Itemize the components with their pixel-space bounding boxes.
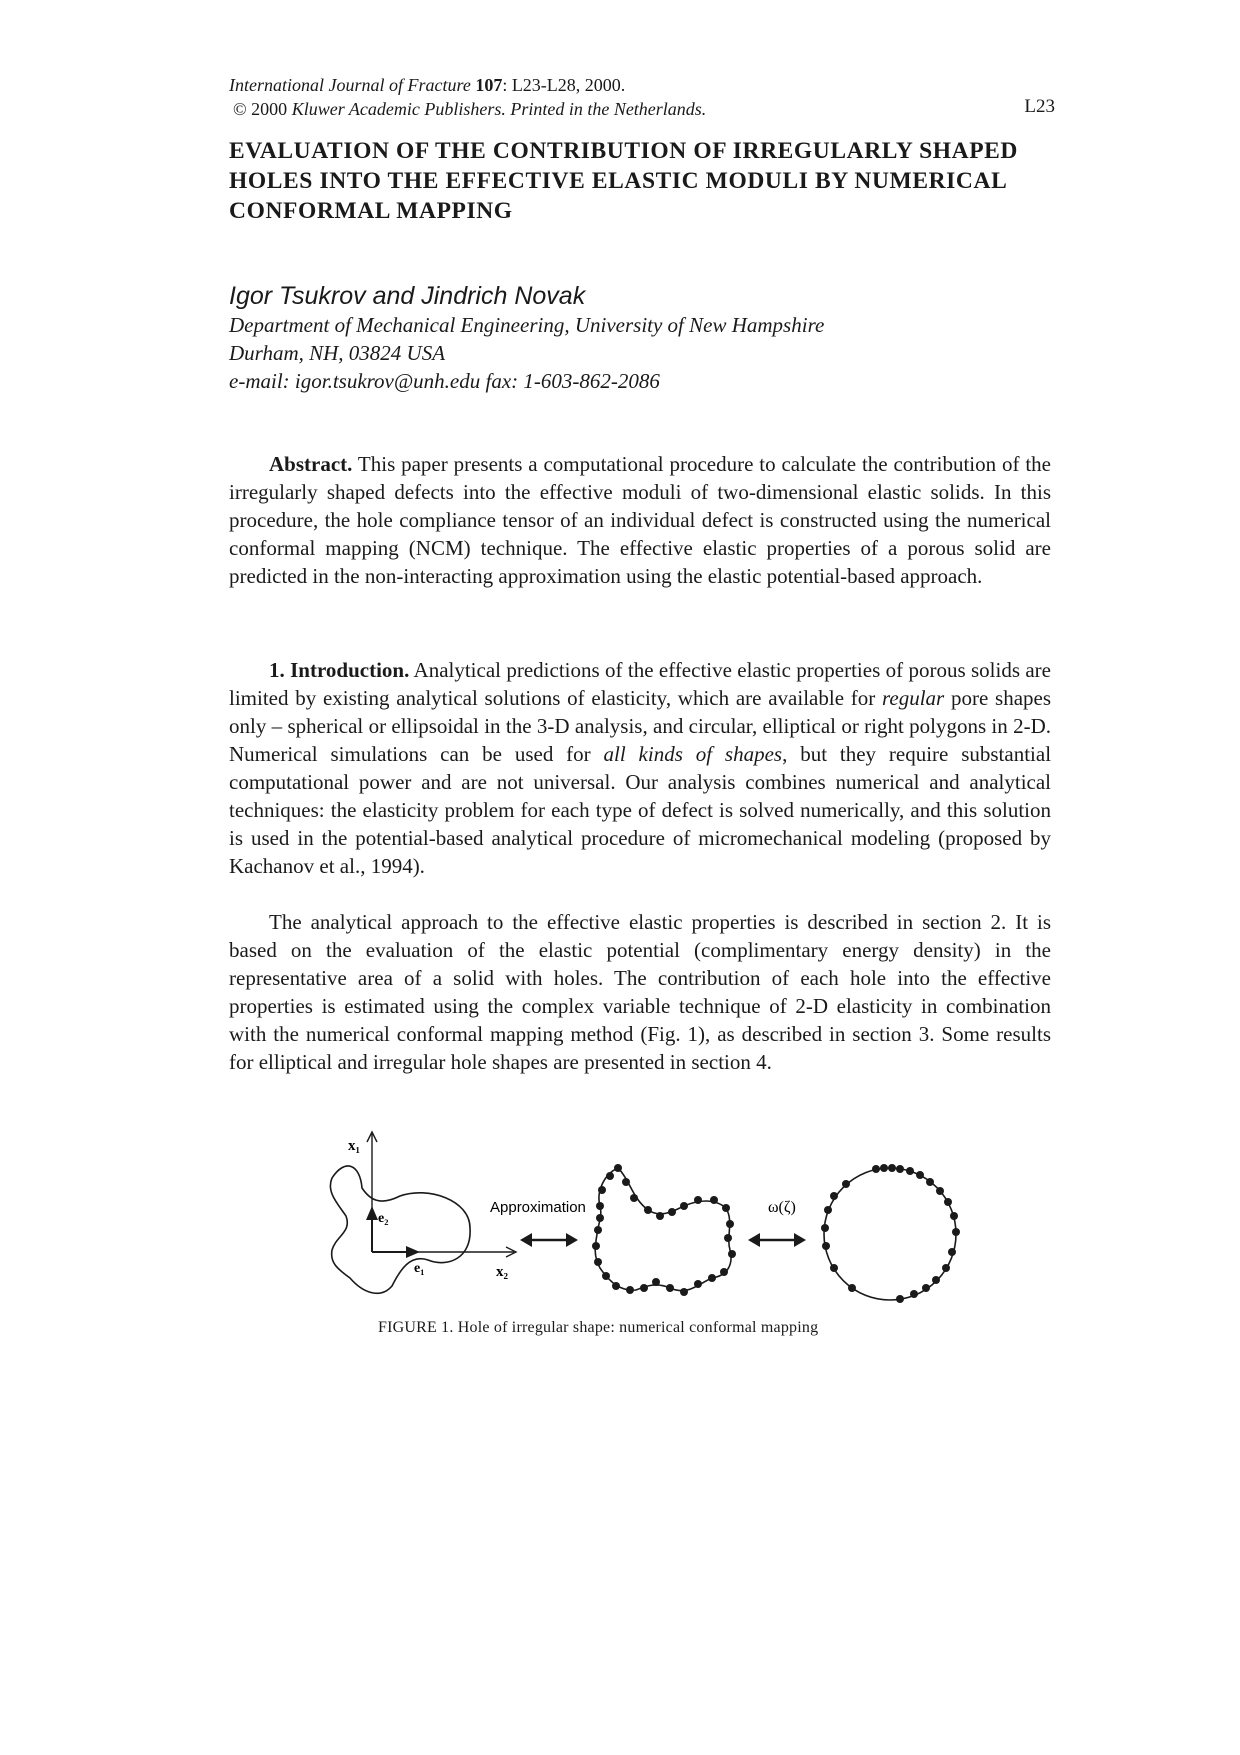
mapping-function-label: ω(ζ)	[768, 1199, 796, 1216]
intro-paragraph-1: 1. Introduction. Analytical predictions of the effective elastic properties of porous solids are limited by existing analytical solutions of elasticity, which are available for regular pore shapes only – spherical or ellipsoidal in the 3-D analysis, and circular, elliptical or right polygons in 2-D. Numerical simulations can be used for all kinds of shapes, but they require substantial computational power and are not universal. Our analysis combines numerical and analytical techniques: the elasticity problem for each type of defect is solved numerically, and this solution is used in the potential-based analytical procedure of micromechanical modeling (proposed by Kachanov et al., 1994).	[229, 658, 1052, 878]
x1-label: x₁	[348, 1138, 360, 1154]
intro-paragraph-2: The analytical approach to the effective elastic properties is described in section 2. It is based on the evaluation of the elastic potential (complimentary energy density) in the representative area of a solid with holes. The contribution of each hole into the effective properties is estimated using the complex variable technique of 2-D elasticity in combination with the numerical conformal mapping method (Fig. 1), as described in section 3. Some results for elliptical and irregular hole shapes are presented in section 4.	[229, 910, 1051, 1074]
affiliation-department: Department of Mechanical Engineering, University of New Hampshire	[229, 313, 825, 337]
arrow-right-icon	[794, 1233, 806, 1247]
intro-label: 1. Introduction.	[269, 658, 410, 682]
arrow-left-icon	[748, 1233, 760, 1247]
page-number: L23	[1024, 96, 1055, 117]
journal-citation: International Journal of Fracture 107: L23-L28, 2000.	[229, 75, 626, 95]
paper-title: EVALUATION OF THE CONTRIBUTION OF IRREGULARLY SHAPED HOLES INTO THE EFFECTIVE ELASTIC MODULI BY NUMERICAL CONFORMAL MAPPING	[229, 138, 1018, 224]
affiliation-city: Durham, NH, 03824 USA	[229, 341, 446, 365]
figure-1-diagram	[300, 1128, 1000, 1318]
abstract-label: Abstract.	[269, 452, 353, 476]
discretized-nodes	[592, 1164, 736, 1296]
e2-label: e₂	[378, 1211, 389, 1226]
approximation-label: Approximation	[490, 1199, 586, 1216]
affiliation-contact: e-mail: igor.tsukrov@unh.edu fax: 1-603-862-2086	[229, 369, 660, 393]
arrow-right-icon	[566, 1233, 578, 1247]
irregular-hole-outline	[330, 1166, 470, 1293]
arrow-left-icon	[520, 1233, 532, 1247]
author-names: Igor Tsukrov and Jindrich Novak	[229, 282, 586, 310]
e1-label: e₁	[414, 1261, 425, 1276]
abstract-text: This paper presents a computational procedure to calculate the contribution of the irregularly shaped defects into the effective moduli of two-dimensional elastic solids. In this procedure, the hole compliance tensor of an individual defect is constructed using the numerical conformal mapping (NCM) technique. The effective elastic properties of a porous solid are predicted in the non-interacting approximation using the elastic potential-based approach.	[229, 452, 1052, 588]
circle-nodes	[821, 1164, 960, 1303]
copyright-line: © 2000 Kluwer Academic Publishers. Printed in the Netherlands.	[233, 99, 707, 119]
figure-caption: FIGURE 1. Hole of irregular shape: numerical conformal mapping	[378, 1319, 819, 1336]
x2-label: x₂	[496, 1264, 508, 1280]
discretized-hole	[595, 1168, 731, 1291]
abstract-paragraph	[229, 450, 1051, 590]
figure-1	[300, 1128, 1000, 1323]
